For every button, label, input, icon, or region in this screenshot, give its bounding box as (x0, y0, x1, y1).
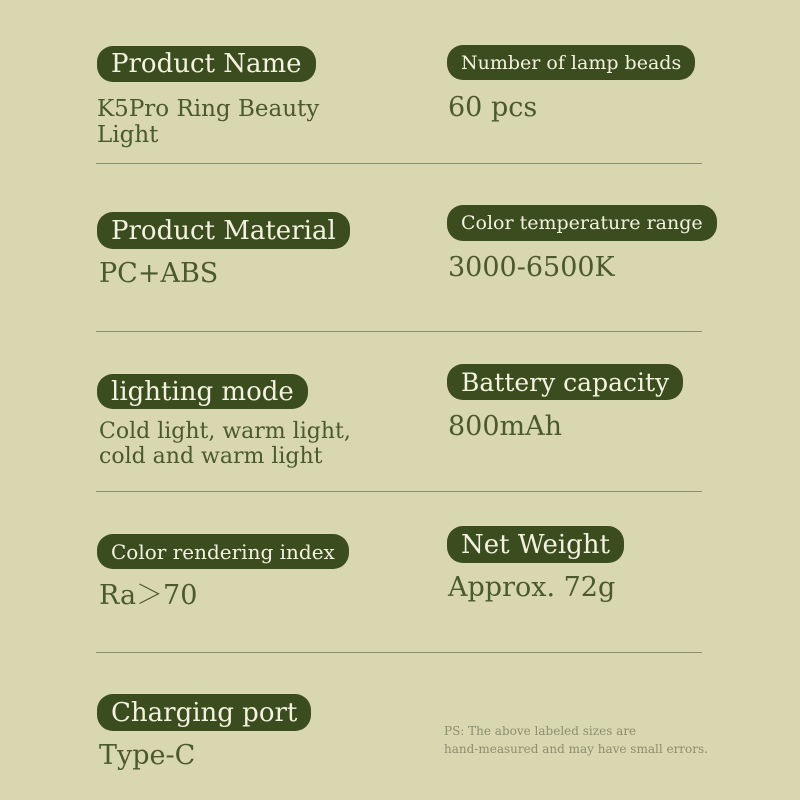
spec-value-color-temperature: 3000-6500K (448, 252, 615, 283)
spec-label-product-name: Product Name (97, 46, 316, 82)
spec-value-battery-capacity: 800mAh (448, 411, 563, 442)
spec-label-color-rendering: Color rendering index (97, 534, 349, 569)
spec-value-lamp-beads: 60 pcs (448, 92, 538, 123)
spec-label-product-material: Product Material (97, 212, 350, 249)
spec-label-charging-port: Charging port (97, 694, 311, 731)
spec-label-net-weight: Net Weight (447, 526, 624, 563)
spec-value-product-material: PC+ABS (99, 258, 219, 289)
divider-3 (96, 491, 702, 492)
spec-value-lighting-mode-text: Cold light, warm light, cold and warm light (99, 419, 351, 469)
measurement-note (444, 722, 708, 758)
spec-label-lighting-mode: lighting mode (97, 374, 308, 409)
divider-4 (96, 652, 702, 653)
spec-value-charging-port: Type-C (99, 740, 196, 771)
spec-label-lamp-beads: Number of lamp beads (447, 45, 695, 80)
measurement-note-line-2: hand-measured and may have small errors. (444, 742, 708, 756)
spec-value-net-weight: Approx. 72g (448, 572, 616, 603)
spec-value-product-name (97, 97, 319, 149)
divider-2 (96, 331, 702, 332)
spec-label-color-temperature: Color temperature range (447, 205, 717, 241)
measurement-note-line-1: PS: The above labeled sizes are (444, 724, 637, 738)
spec-value-product-name-text: K5Pro Ring Beauty Light (97, 96, 320, 148)
divider-1 (96, 163, 702, 164)
spec-value-lighting-mode (99, 420, 351, 469)
spec-label-battery-capacity: Battery capacity (447, 364, 683, 400)
spec-value-color-rendering: Ra＞70 (99, 580, 198, 611)
